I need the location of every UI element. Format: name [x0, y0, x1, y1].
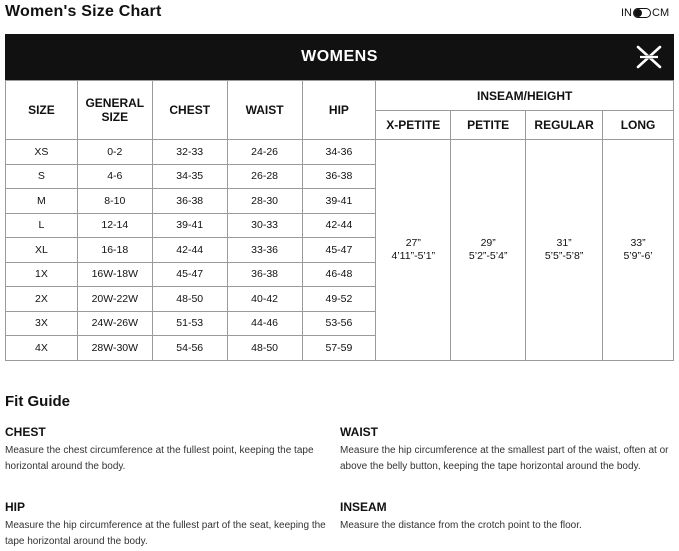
cell-waist: 24-26	[227, 140, 302, 165]
inseam-value: 31”	[556, 236, 572, 249]
cell-chest: 54-56	[152, 336, 227, 361]
toggle-switch-icon[interactable]	[633, 8, 651, 18]
guide-inseam-heading: INSEAM	[340, 500, 387, 514]
cell-size: M	[6, 189, 78, 214]
inseam-cell-long	[603, 140, 674, 361]
guide-hip-text: Measure the hip circumference at the fullest part of the seat, keeping the tape horizontal around the body.	[5, 520, 326, 547]
cell-hip: 46-48	[302, 262, 376, 287]
guide-waist-text: Measure the hip circumference at the smallest part of the waist, often at or above the belly button, keeping the tape horizontal around the body.	[340, 445, 669, 472]
guide-chest-text: Measure the chest circumference at the fullest point, keeping the tape horizontal around the body.	[5, 445, 314, 472]
cell-hip: 45-47	[302, 238, 376, 263]
cell-waist: 40-42	[227, 287, 302, 312]
cell-hip: 42-44	[302, 213, 376, 238]
height-range: 4’11”-5’1”	[391, 249, 436, 262]
header-size: SIZE	[6, 81, 78, 140]
cell-hip: 36-38	[302, 164, 376, 189]
cell-hip: 57-59	[302, 336, 376, 361]
header-chest: CHEST	[152, 81, 227, 140]
cell-waist: 30-33	[227, 213, 302, 238]
header-waist: WAIST	[227, 81, 302, 140]
inseam-value: 33”	[630, 236, 646, 249]
cell-waist: 26-28	[227, 164, 302, 189]
cell-chest: 32-33	[152, 140, 227, 165]
cell-waist: 33-36	[227, 238, 302, 263]
cell-size: S	[6, 164, 78, 189]
cell-general: 28W-30W	[77, 336, 152, 361]
cell-waist: 48-50	[227, 336, 302, 361]
guide-hip	[5, 500, 341, 550]
header-hip: HIP	[302, 81, 376, 140]
page-title: Women's Size Chart	[5, 3, 162, 20]
cell-hip: 53-56	[302, 311, 376, 336]
height-range: 5’5”-5’8”	[544, 249, 584, 262]
header-inseam-height: INSEAM/HEIGHT	[376, 81, 674, 111]
inseam-value: 29”	[480, 236, 496, 249]
cell-hip: 34-36	[302, 140, 376, 165]
height-range: 5’9”-6’	[623, 249, 653, 262]
cell-chest: 36-38	[152, 189, 227, 214]
cell-general: 20W-22W	[77, 287, 152, 312]
cell-size: L	[6, 213, 78, 238]
womens-banner	[5, 34, 674, 80]
inseam-cell-petite	[451, 140, 526, 361]
cell-chest: 39-41	[152, 213, 227, 238]
cell-chest: 48-50	[152, 287, 227, 312]
cell-chest: 42-44	[152, 238, 227, 263]
cell-general: 0-2	[77, 140, 152, 165]
guide-chest-heading: CHEST	[5, 425, 46, 439]
header-general-size: GENERAL SIZE	[77, 81, 152, 140]
size-chart-table	[5, 80, 674, 361]
header-x-petite: X-PETITE	[376, 111, 451, 140]
height-range: 5’2”-5’4”	[468, 249, 508, 262]
inseam-value: 27”	[405, 236, 421, 249]
header-long: LONG	[603, 111, 674, 140]
cell-size: XS	[6, 140, 78, 165]
inseam-cell-x-petite	[376, 140, 451, 361]
cell-size: 4X	[6, 336, 78, 361]
cell-general: 16W-18W	[77, 262, 152, 287]
guide-inseam-text: Measure the distance from the crotch point to the floor.	[340, 520, 582, 531]
cell-chest: 45-47	[152, 262, 227, 287]
cell-size: 1X	[6, 262, 78, 287]
unit-in-label: IN	[621, 7, 632, 19]
cell-general: 24W-26W	[77, 311, 152, 336]
cell-waist: 44-46	[227, 311, 302, 336]
cell-general: 16-18	[77, 238, 152, 263]
brand-logo-icon	[634, 43, 664, 71]
cell-general: 8-10	[77, 189, 152, 214]
header-petite: PETITE	[451, 111, 526, 140]
inseam-cell-regular	[526, 140, 603, 361]
table-row	[6, 140, 674, 165]
fit-guide-title: Fit Guide	[5, 393, 70, 410]
guide-waist-heading: WAIST	[340, 425, 378, 439]
cell-waist: 36-38	[227, 262, 302, 287]
cell-waist: 28-30	[227, 189, 302, 214]
guide-chest	[5, 425, 341, 475]
cell-hip: 39-41	[302, 189, 376, 214]
cell-general: 12-14	[77, 213, 152, 238]
unit-toggle[interactable]	[621, 7, 669, 19]
cell-hip: 49-52	[302, 287, 376, 312]
cell-size: 3X	[6, 311, 78, 336]
guide-waist	[340, 425, 676, 475]
banner-title: WOMENS	[301, 48, 378, 65]
guide-inseam	[340, 500, 676, 534]
cell-chest: 34-35	[152, 164, 227, 189]
cell-chest: 51-53	[152, 311, 227, 336]
guide-hip-heading: HIP	[5, 500, 26, 514]
unit-cm-label: CM	[652, 7, 670, 19]
cell-size: 2X	[6, 287, 78, 312]
header-regular: REGULAR	[526, 111, 603, 140]
cell-general: 4-6	[77, 164, 152, 189]
cell-size: XL	[6, 238, 78, 263]
